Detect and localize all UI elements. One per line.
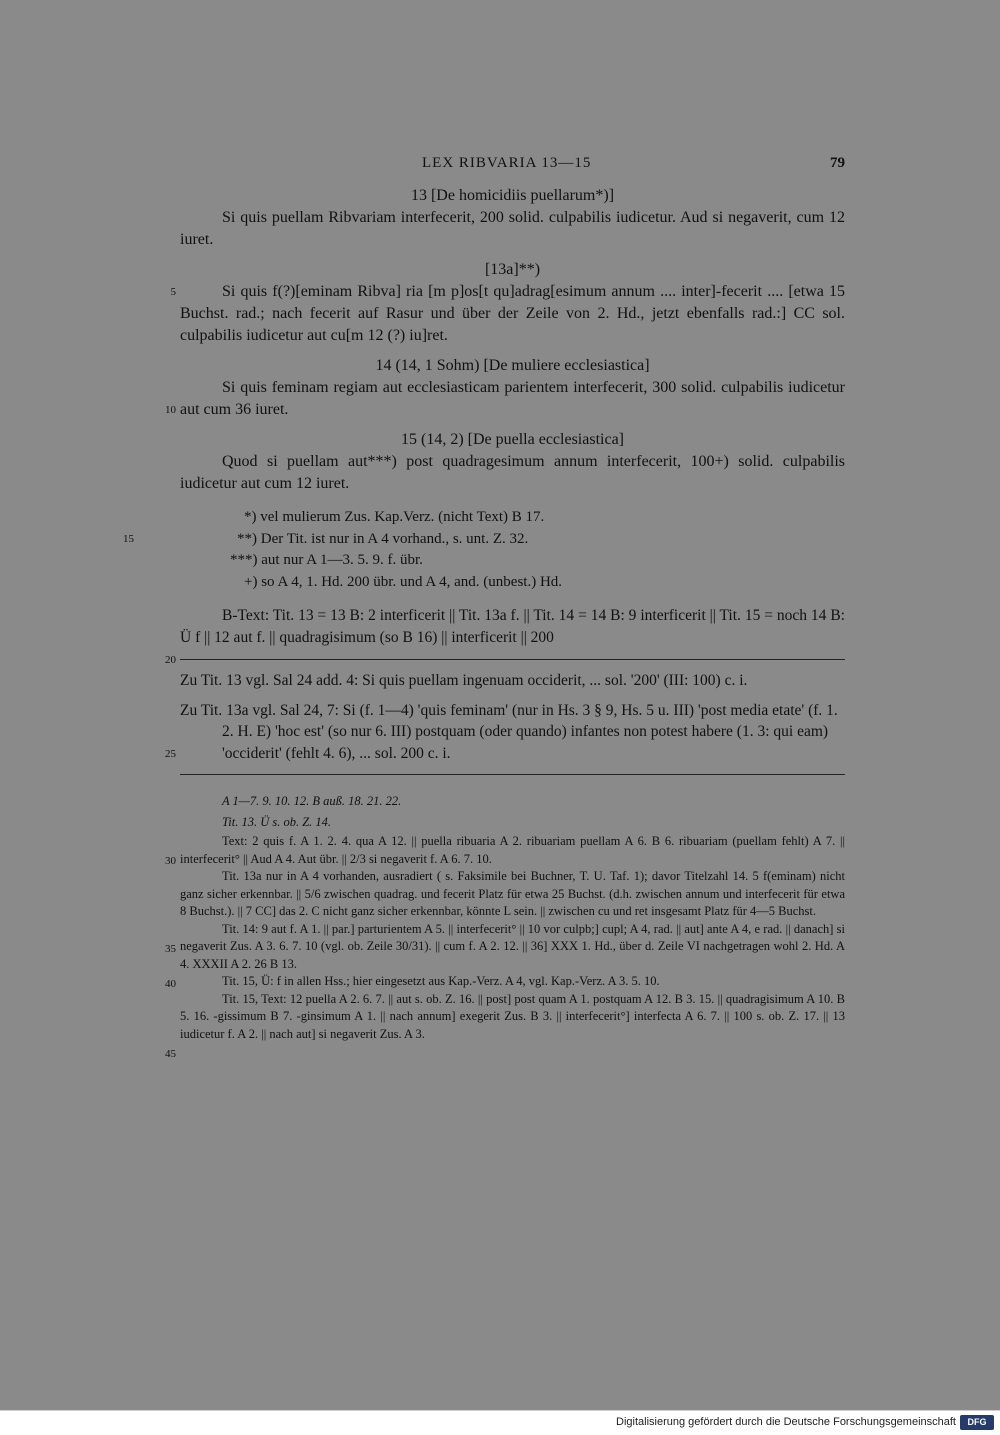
title-13: 13 [De homicidiis puellarum*)] bbox=[410, 187, 615, 204]
footnote: *) vel mulierum Zus. Kap.Verz. (nicht Text) B 17. bbox=[244, 509, 545, 525]
text-13: Si quis puellam Ribvariam interfecerit, 200 solid. culpabilis iudicetur. Aud si negaverit, cum 12 iuret. bbox=[180, 209, 845, 248]
page-number: 79 bbox=[830, 155, 845, 171]
apparatus-entry: Tit. 14: 9 aut f. A 1. || par.] parturientem A 5. || interfecerit° || 10 vor culpb;] cupl; A 4, rad. || aut] ante A 4, e rad. || danach] si negaverit Zus. A 3. 6. 7. 10 (vgl. ob. Zeile 30/31). || cum f. A 2. 12. || 36] XXX 1. Hd., über d. Zeile VI nachgetragen wohl 2. Hd. A 4. XXXII A 2. 26 B 13. bbox=[180, 921, 845, 971]
footnote: +) so A 4, 1. Hd. 200 übr. und A 4, and. (unbest.) Hd. bbox=[244, 573, 563, 590]
digitization-footer bbox=[0, 1410, 1000, 1435]
section-rule bbox=[180, 774, 845, 775]
footnotes bbox=[123, 507, 845, 593]
text-13a: Si quis f(?)[eminam Ribva] ria [m p]os[t qu]adrag[esimum annum .... inter]-fecerit .... [etwa 15 Buchst. rad.; nach fecerit auf Rasur und über der Zeile von 2. Hd., jetzt ebenfalls rad.:] CC sol. culpabilis iudicetur aut cu[m 12 (?) iu]ret. bbox=[180, 283, 845, 344]
apparatus-entry: Tit. 15, Ü: f in allen Hss.; hier eingesetzt aus Kap.-Verz. A 4, vgl. Kap.-Verz. A 3. 5. 10. bbox=[222, 974, 660, 988]
apparatus bbox=[165, 785, 845, 1060]
line-number: 35 bbox=[165, 943, 176, 955]
section-rule bbox=[180, 659, 845, 660]
line-number: 10 bbox=[165, 404, 176, 416]
apparatus-title: Tit. 13. Ü s. ob. Z. 14. bbox=[222, 815, 332, 829]
b-text: B-Text: Tit. 13 = 13 B: 2 interficerit || Tit. 13a f. || Tit. 14 = 14 B: 9 interficerit || Tit. 15 = noch 14 B: Ü f || 12 aut f. || quadragisimum (so B 16) || interficerit || 200 bbox=[180, 607, 845, 646]
line-number: 20 bbox=[165, 654, 176, 666]
dfg-logo-icon: DFG bbox=[960, 1415, 994, 1430]
funding-notice: Digitalisierung gefördert durch die Deutsche Forschungsgemeinschaft bbox=[616, 1416, 956, 1428]
reference-13: Zu Tit. 13 vgl. Sal 24 add. 4: Si quis puellam ingenuam occiderit, ... sol. '200' (III: 100) c. i. bbox=[180, 672, 748, 689]
line-number: 45 bbox=[165, 1047, 176, 1060]
footnote: **) Der Tit. ist nur in A 4 vorhand., s. unt. Z. 32. bbox=[237, 530, 529, 547]
apparatus-sigla: A 1—7. 9. 10. 12. B auß. 18. 21. 22. bbox=[222, 794, 402, 808]
line-number: 25 bbox=[165, 747, 176, 760]
page-header bbox=[180, 155, 845, 177]
line-number: 40 bbox=[165, 977, 176, 990]
line-number: 15 bbox=[123, 533, 134, 545]
line-number: 5 bbox=[170, 286, 176, 298]
apparatus-entry: Tit. 15, Text: 12 puella A 2. 6. 7. || aut s. ob. Z. 16. || post] post quam A 1. postquam A 12. B 3. 15. || quadragisimum A 10. B 5. 16. -gissimum B 7. -ginsimum A 1. || nach annum] exegerit Zus. B 3. || interfecerit°] interfecta A 6. 7. || 100 s. ob. Z. 17. || 13 iudicetur f. A 2. || nach aut] si negaverit Zus. A 3. bbox=[180, 991, 845, 1041]
reference-13a: Zu Tit. 13a vgl. Sal 24, 7: Si (f. 1—4) 'quis feminam' (nur in Hs. 3 § 9, Hs. 5 u. III) 'post media etate' (f. 1. 2. H. E) 'hoc est' (so nur 6. III) postquam (oder quando) infantes non potest habere (1. 3: qui eam) 'occiderit' (fehlt 4. 6), ... sol. 200 c. i. bbox=[180, 701, 838, 762]
running-head: LEX RIBVARIA 13—15 bbox=[422, 155, 592, 171]
page-body bbox=[123, 185, 845, 1060]
title-14: 14 (14, 1 Sohm) [De muliere ecclesiastica] bbox=[375, 357, 650, 374]
footnote: ***) aut nur A 1—3. 5. 9. f. übr. bbox=[230, 552, 423, 568]
text-15: Quod si puellam aut***) post quadragesimum annum interfecerit, 100+) solid. culpabilis iudicetur aut cum 12 iuret. bbox=[180, 453, 845, 492]
title-13a: [13a]**) bbox=[484, 261, 541, 278]
apparatus-entry: Text: 2 quis f. A 1. 2. 4. qua A 12. || puella ribuaria A 2. ribuariam puellam A 6. B 6. ribuariam (puellam fehlt) A 7. || interfecerit° || Aud A 4. Aut übr. || 2/3 si negaverit f. A 6. 7. 10. bbox=[180, 834, 845, 866]
title-15: 15 (14, 2) [De puella ecclesiastica] bbox=[400, 431, 624, 448]
apparatus-entry: Tit. 13a nur in A 4 vorhanden, ausradiert ( s. Faksimile bei Buchner, T. U. Taf. 1); davor Titelzahl 14. 5 f(eminam) nicht ganz sicher erkennbar. || 5/6 zwischen quadrag. und fecerit Platz für etwa 25 Buchst. (d.h. zwischen annum und interfecerit für etwa 8 Buchst.). || 7 CC] das 2. C nicht ganz sicher erkennbar, könnte L sein. || zwischen cu und ret insgesamt Platz für 4—5 Buchst. bbox=[180, 869, 845, 918]
line-number: 30 bbox=[165, 855, 176, 867]
text-14: Si quis feminam regiam aut ecclesiasticam parientem interfecerit, 300 solid. culpabilis iudicetur aut cum 36 iuret. bbox=[180, 379, 845, 418]
